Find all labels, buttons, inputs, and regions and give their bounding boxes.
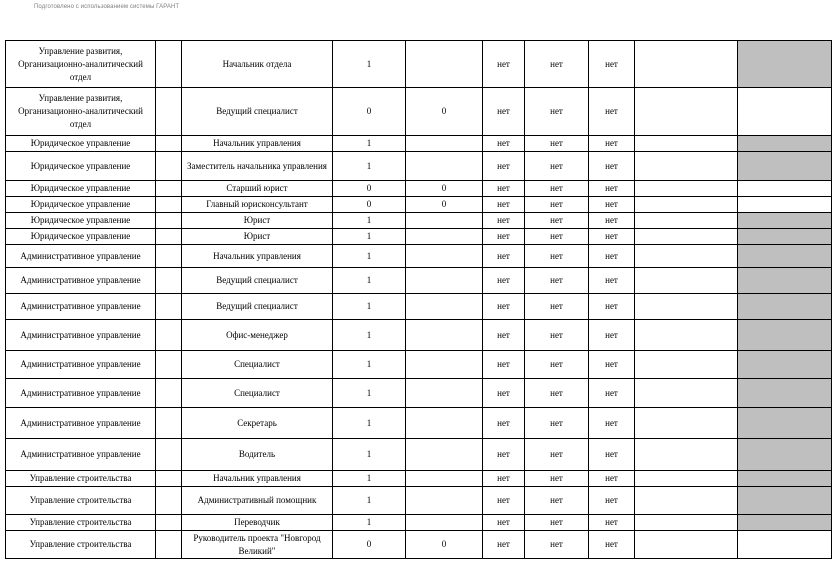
cell-b: нет	[525, 136, 589, 152]
cell-c2	[406, 229, 483, 245]
cell-c1: 1	[333, 379, 406, 408]
cell-position: Ведущий специалист	[182, 294, 333, 320]
cell-dept: Управление развития, Организационно-аналитический отдел	[6, 88, 156, 136]
cell-position: Начальник управления	[182, 245, 333, 268]
cell-dept: Управление развития, Организационно-аналитический отдел	[6, 41, 156, 88]
cell-dept: Управление строительства	[6, 515, 156, 531]
cell-position: Переводчик	[182, 515, 333, 531]
table-row	[6, 152, 832, 181]
cell-a: нет	[483, 268, 525, 294]
empty-cell	[156, 88, 182, 136]
empty-cell	[156, 320, 182, 351]
empty-cell	[635, 181, 738, 197]
cell-c2	[406, 152, 483, 181]
table-row	[6, 471, 832, 487]
empty-cell	[156, 515, 182, 531]
empty-cell	[156, 351, 182, 379]
cell-position: Старший юрист	[182, 181, 333, 197]
cell-c1: 1	[333, 152, 406, 181]
cell-c: нет	[589, 245, 635, 268]
table-row	[6, 213, 832, 229]
cell-a: нет	[483, 408, 525, 439]
cell-a: нет	[483, 320, 525, 351]
table-row	[6, 379, 832, 408]
empty-cell	[635, 88, 738, 136]
cell-c: нет	[589, 320, 635, 351]
empty-cell	[156, 152, 182, 181]
cell-a: нет	[483, 531, 525, 559]
cell-dept: Административное управление	[6, 439, 156, 471]
cell-a: нет	[483, 136, 525, 152]
cell-c1: 1	[333, 439, 406, 471]
cell-position: Секретарь	[182, 408, 333, 439]
shaded-cell	[738, 379, 832, 408]
cell-dept: Административное управление	[6, 245, 156, 268]
cell-position: Ведущий специалист	[182, 268, 333, 294]
table-row	[6, 531, 832, 559]
cell-position: Ведущий специалист	[182, 88, 333, 136]
cell-dept: Управление строительства	[6, 487, 156, 515]
shaded-cell	[738, 41, 832, 88]
cell-a: нет	[483, 152, 525, 181]
empty-cell	[156, 229, 182, 245]
empty-cell	[156, 487, 182, 515]
cell-b: нет	[525, 379, 589, 408]
table-row	[6, 197, 832, 213]
cell-c1: 1	[333, 408, 406, 439]
shaded-cell	[738, 181, 832, 197]
empty-cell	[635, 320, 738, 351]
cell-c2	[406, 294, 483, 320]
cell-position: Специалист	[182, 351, 333, 379]
cell-c: нет	[589, 197, 635, 213]
shaded-cell	[738, 136, 832, 152]
cell-c: нет	[589, 379, 635, 408]
cell-a: нет	[483, 487, 525, 515]
cell-c2	[406, 268, 483, 294]
empty-cell	[156, 136, 182, 152]
cell-b: нет	[525, 213, 589, 229]
cell-c2	[406, 213, 483, 229]
table-row	[6, 408, 832, 439]
cell-c1: 1	[333, 268, 406, 294]
cell-c2	[406, 487, 483, 515]
shaded-cell	[738, 88, 832, 136]
cell-c1: 1	[333, 487, 406, 515]
cell-position: Начальник управления	[182, 136, 333, 152]
cell-c1: 1	[333, 471, 406, 487]
cell-a: нет	[483, 379, 525, 408]
table-row	[6, 88, 832, 136]
cell-b: нет	[525, 41, 589, 88]
empty-cell	[635, 268, 738, 294]
cell-position: Офис-менеджер	[182, 320, 333, 351]
cell-dept: Административное управление	[6, 268, 156, 294]
staff-table	[5, 40, 832, 559]
cell-c2: 0	[406, 197, 483, 213]
empty-cell	[635, 245, 738, 268]
cell-a: нет	[483, 229, 525, 245]
cell-a: нет	[483, 471, 525, 487]
cell-c2: 0	[406, 181, 483, 197]
cell-c1: 1	[333, 213, 406, 229]
cell-a: нет	[483, 197, 525, 213]
cell-c: нет	[589, 515, 635, 531]
cell-c: нет	[589, 213, 635, 229]
cell-b: нет	[525, 439, 589, 471]
empty-cell	[635, 213, 738, 229]
table-row	[6, 229, 832, 245]
empty-cell	[635, 351, 738, 379]
shaded-cell	[738, 408, 832, 439]
cell-b: нет	[525, 471, 589, 487]
cell-dept: Юридическое управление	[6, 152, 156, 181]
empty-cell	[635, 294, 738, 320]
cell-b: нет	[525, 268, 589, 294]
cell-dept: Юридическое управление	[6, 136, 156, 152]
empty-cell	[156, 181, 182, 197]
table-row	[6, 515, 832, 531]
table-row	[6, 439, 832, 471]
cell-c2	[406, 439, 483, 471]
cell-b: нет	[525, 531, 589, 559]
cell-c1: 0	[333, 197, 406, 213]
shaded-cell	[738, 294, 832, 320]
cell-c1: 0	[333, 181, 406, 197]
cell-c1: 1	[333, 320, 406, 351]
cell-c: нет	[589, 268, 635, 294]
empty-cell	[635, 531, 738, 559]
empty-cell	[635, 515, 738, 531]
cell-a: нет	[483, 245, 525, 268]
empty-cell	[635, 379, 738, 408]
empty-cell	[635, 408, 738, 439]
cell-b: нет	[525, 197, 589, 213]
empty-cell	[635, 197, 738, 213]
cell-b: нет	[525, 229, 589, 245]
cell-c1: 1	[333, 229, 406, 245]
table-row	[6, 320, 832, 351]
cell-c2	[406, 41, 483, 88]
cell-c2	[406, 379, 483, 408]
shaded-cell	[738, 531, 832, 559]
cell-c: нет	[589, 531, 635, 559]
cell-c: нет	[589, 471, 635, 487]
cell-dept: Управление строительства	[6, 531, 156, 559]
cell-position: Водитель	[182, 439, 333, 471]
empty-cell	[635, 439, 738, 471]
empty-cell	[156, 41, 182, 88]
cell-c1: 1	[333, 515, 406, 531]
cell-a: нет	[483, 351, 525, 379]
cell-c1: 1	[333, 245, 406, 268]
shaded-cell	[738, 213, 832, 229]
cell-c2	[406, 351, 483, 379]
cell-c2	[406, 471, 483, 487]
cell-dept: Административное управление	[6, 294, 156, 320]
empty-cell	[156, 294, 182, 320]
cell-c: нет	[589, 181, 635, 197]
cell-c2: 0	[406, 531, 483, 559]
cell-c2	[406, 408, 483, 439]
table-row	[6, 245, 832, 268]
cell-c1: 1	[333, 41, 406, 88]
table-row	[6, 294, 832, 320]
table-row	[6, 268, 832, 294]
empty-cell	[156, 379, 182, 408]
cell-c: нет	[589, 294, 635, 320]
cell-a: нет	[483, 515, 525, 531]
cell-b: нет	[525, 515, 589, 531]
empty-cell	[635, 229, 738, 245]
cell-dept: Управление строительства	[6, 471, 156, 487]
cell-c2	[406, 245, 483, 268]
empty-cell	[635, 41, 738, 88]
empty-cell	[156, 213, 182, 229]
empty-cell	[635, 152, 738, 181]
cell-b: нет	[525, 152, 589, 181]
empty-cell	[156, 245, 182, 268]
cell-c1: 1	[333, 294, 406, 320]
shaded-cell	[738, 197, 832, 213]
cell-c: нет	[589, 229, 635, 245]
empty-cell	[156, 268, 182, 294]
cell-c2: 0	[406, 88, 483, 136]
cell-b: нет	[525, 408, 589, 439]
table-row	[6, 351, 832, 379]
cell-c1: 1	[333, 351, 406, 379]
empty-cell	[156, 197, 182, 213]
cell-a: нет	[483, 213, 525, 229]
shaded-cell	[738, 320, 832, 351]
shaded-cell	[738, 471, 832, 487]
cell-b: нет	[525, 245, 589, 268]
shaded-cell	[738, 439, 832, 471]
table-row	[6, 136, 832, 152]
cell-c2	[406, 320, 483, 351]
cell-c: нет	[589, 487, 635, 515]
empty-cell	[635, 487, 738, 515]
cell-b: нет	[525, 351, 589, 379]
cell-c: нет	[589, 351, 635, 379]
cell-c2	[406, 515, 483, 531]
cell-position: Начальник управления	[182, 471, 333, 487]
cell-a: нет	[483, 294, 525, 320]
cell-b: нет	[525, 320, 589, 351]
cell-dept: Административное управление	[6, 320, 156, 351]
cell-a: нет	[483, 41, 525, 88]
cell-position: Юрист	[182, 229, 333, 245]
cell-dept: Юридическое управление	[6, 213, 156, 229]
empty-cell	[156, 439, 182, 471]
shaded-cell	[738, 351, 832, 379]
shaded-cell	[738, 152, 832, 181]
cell-dept: Административное управление	[6, 379, 156, 408]
cell-c: нет	[589, 439, 635, 471]
cell-b: нет	[525, 294, 589, 320]
cell-c1: 0	[333, 88, 406, 136]
empty-cell	[635, 471, 738, 487]
cell-b: нет	[525, 88, 589, 136]
cell-dept: Административное управление	[6, 351, 156, 379]
shaded-cell	[738, 515, 832, 531]
cell-dept: Административное управление	[6, 408, 156, 439]
cell-dept: Юридическое управление	[6, 181, 156, 197]
cell-position: Руководитель проекта "Новгород Великий"	[182, 531, 333, 559]
cell-c: нет	[589, 408, 635, 439]
cell-dept: Юридическое управление	[6, 229, 156, 245]
cell-c: нет	[589, 88, 635, 136]
shaded-cell	[738, 229, 832, 245]
cell-c: нет	[589, 136, 635, 152]
shaded-cell	[738, 487, 832, 515]
cell-b: нет	[525, 487, 589, 515]
cell-a: нет	[483, 88, 525, 136]
shaded-cell	[738, 268, 832, 294]
cell-a: нет	[483, 181, 525, 197]
empty-cell	[156, 531, 182, 559]
cell-c1: 1	[333, 136, 406, 152]
cell-position: Юрист	[182, 213, 333, 229]
cell-dept: Юридическое управление	[6, 197, 156, 213]
cell-position: Заместитель начальника управления	[182, 152, 333, 181]
header-note: Подготовлено с использованием системы ГАРАНТ	[34, 4, 180, 10]
cell-position: Специалист	[182, 379, 333, 408]
table-row	[6, 181, 832, 197]
shaded-cell	[738, 245, 832, 268]
cell-a: нет	[483, 439, 525, 471]
cell-b: нет	[525, 181, 589, 197]
cell-position: Административный помощник	[182, 487, 333, 515]
cell-position: Главный юрисконсультант	[182, 197, 333, 213]
cell-c1: 0	[333, 531, 406, 559]
cell-position: Начальник отдела	[182, 41, 333, 88]
table-row	[6, 487, 832, 515]
empty-cell	[156, 408, 182, 439]
empty-cell	[635, 136, 738, 152]
cell-c: нет	[589, 152, 635, 181]
cell-c: нет	[589, 41, 635, 88]
cell-c2	[406, 136, 483, 152]
table-row	[6, 41, 832, 88]
empty-cell	[156, 471, 182, 487]
